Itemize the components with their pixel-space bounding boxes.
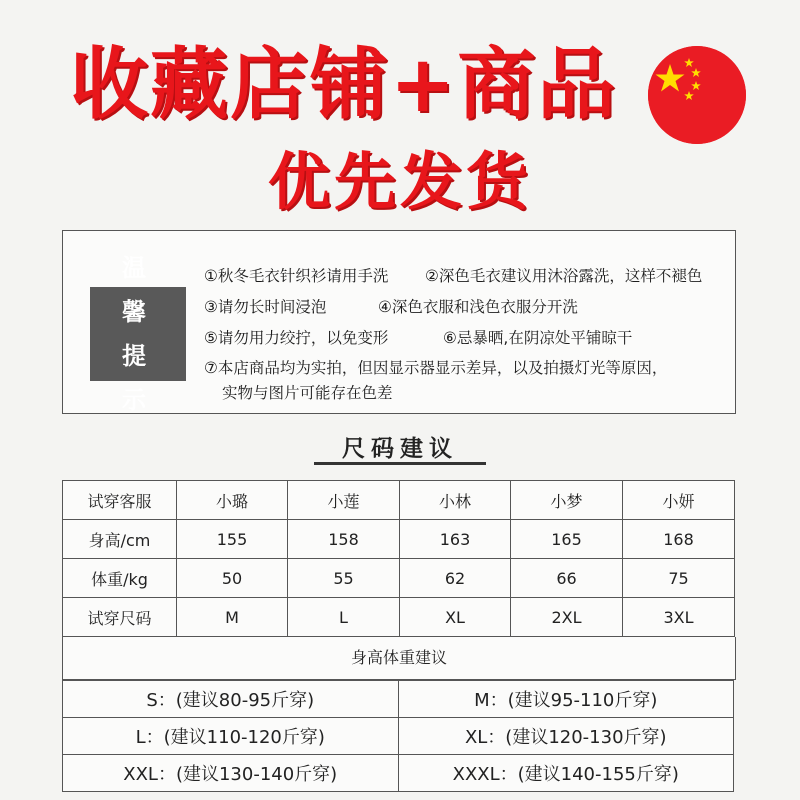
china-flag-icon: [648, 46, 746, 144]
recommend-title: 身高体重建议: [62, 637, 736, 680]
table-row: [63, 559, 735, 598]
table-cell: 168: [623, 520, 735, 559]
table-cell: 小妍: [623, 481, 735, 520]
tip-item: ⑤请勿用力绞拧，以免变形: [204, 329, 389, 347]
table-cell: 66: [511, 559, 623, 598]
table-cell: 158: [288, 520, 400, 559]
table-cell: L: [288, 598, 400, 637]
table-cell: 试穿尺码: [63, 598, 177, 637]
table-row: [63, 520, 735, 559]
recommend-cell: S：(建议80-95斤穿): [63, 681, 399, 718]
table-cell: 62: [400, 559, 511, 598]
size-table: [62, 480, 735, 637]
size-section-title: 尺码建议: [342, 436, 458, 462]
recommend-table: [62, 680, 734, 792]
table-cell: 身高/cm: [63, 520, 177, 559]
table-cell: 3XL: [623, 598, 735, 637]
tip-item: 实物与图片可能存在色差: [222, 384, 393, 402]
recommend-cell: XXL：(建议130-140斤穿): [63, 755, 399, 792]
tip-item: ①秋冬毛衣针织衫请用手洗: [204, 267, 389, 285]
recommend-cell: M：(建议95-110斤穿): [398, 681, 734, 718]
tip-item: ④深色衣服和浅色衣服分开洗: [378, 298, 578, 316]
tip-item: ③请勿长时间浸泡: [204, 298, 327, 316]
tips-label: 温馨提示: [122, 254, 164, 414]
table-cell: 试穿客服: [63, 481, 177, 520]
table-row: [63, 598, 735, 637]
table-cell: 体重/kg: [63, 559, 177, 598]
section-underline: [314, 462, 486, 465]
table-cell: XL: [400, 598, 511, 637]
table-row: [63, 718, 734, 755]
table-row: [63, 481, 735, 520]
tip-item: ⑦本店商品均为实拍，但因显示器显示差异，以及拍摄灯光等原因，: [204, 359, 668, 377]
table-row: [63, 681, 734, 718]
table-cell: 155: [177, 520, 288, 559]
banner-subtitle: 优先发货: [267, 145, 532, 218]
recommend-cell: XXXL：(建议140-155斤穿): [398, 755, 734, 792]
table-cell: M: [177, 598, 288, 637]
recommend-cell: L：(建议110-120斤穿): [63, 718, 399, 755]
table-cell: 小林: [400, 481, 511, 520]
banner-title: 收藏店铺+商品: [70, 40, 618, 130]
table-cell: 50: [177, 559, 288, 598]
table-cell: 163: [400, 520, 511, 559]
table-cell: 165: [511, 520, 623, 559]
table-cell: 小璐: [177, 481, 288, 520]
table-cell: 小梦: [511, 481, 623, 520]
recommend-cell: XL：(建议120-130斤穿): [398, 718, 734, 755]
tip-item: ②深色毛衣建议用沐浴露洗，这样不褪色: [425, 267, 703, 285]
table-cell: 2XL: [511, 598, 623, 637]
table-cell: 小莲: [288, 481, 400, 520]
tips-label-block: [90, 254, 186, 414]
table-cell: 55: [288, 559, 400, 598]
tip-item: ⑥忌暴晒,在阴凉处平铺晾干: [443, 329, 633, 347]
table-row: [63, 755, 734, 792]
table-cell: 75: [623, 559, 735, 598]
